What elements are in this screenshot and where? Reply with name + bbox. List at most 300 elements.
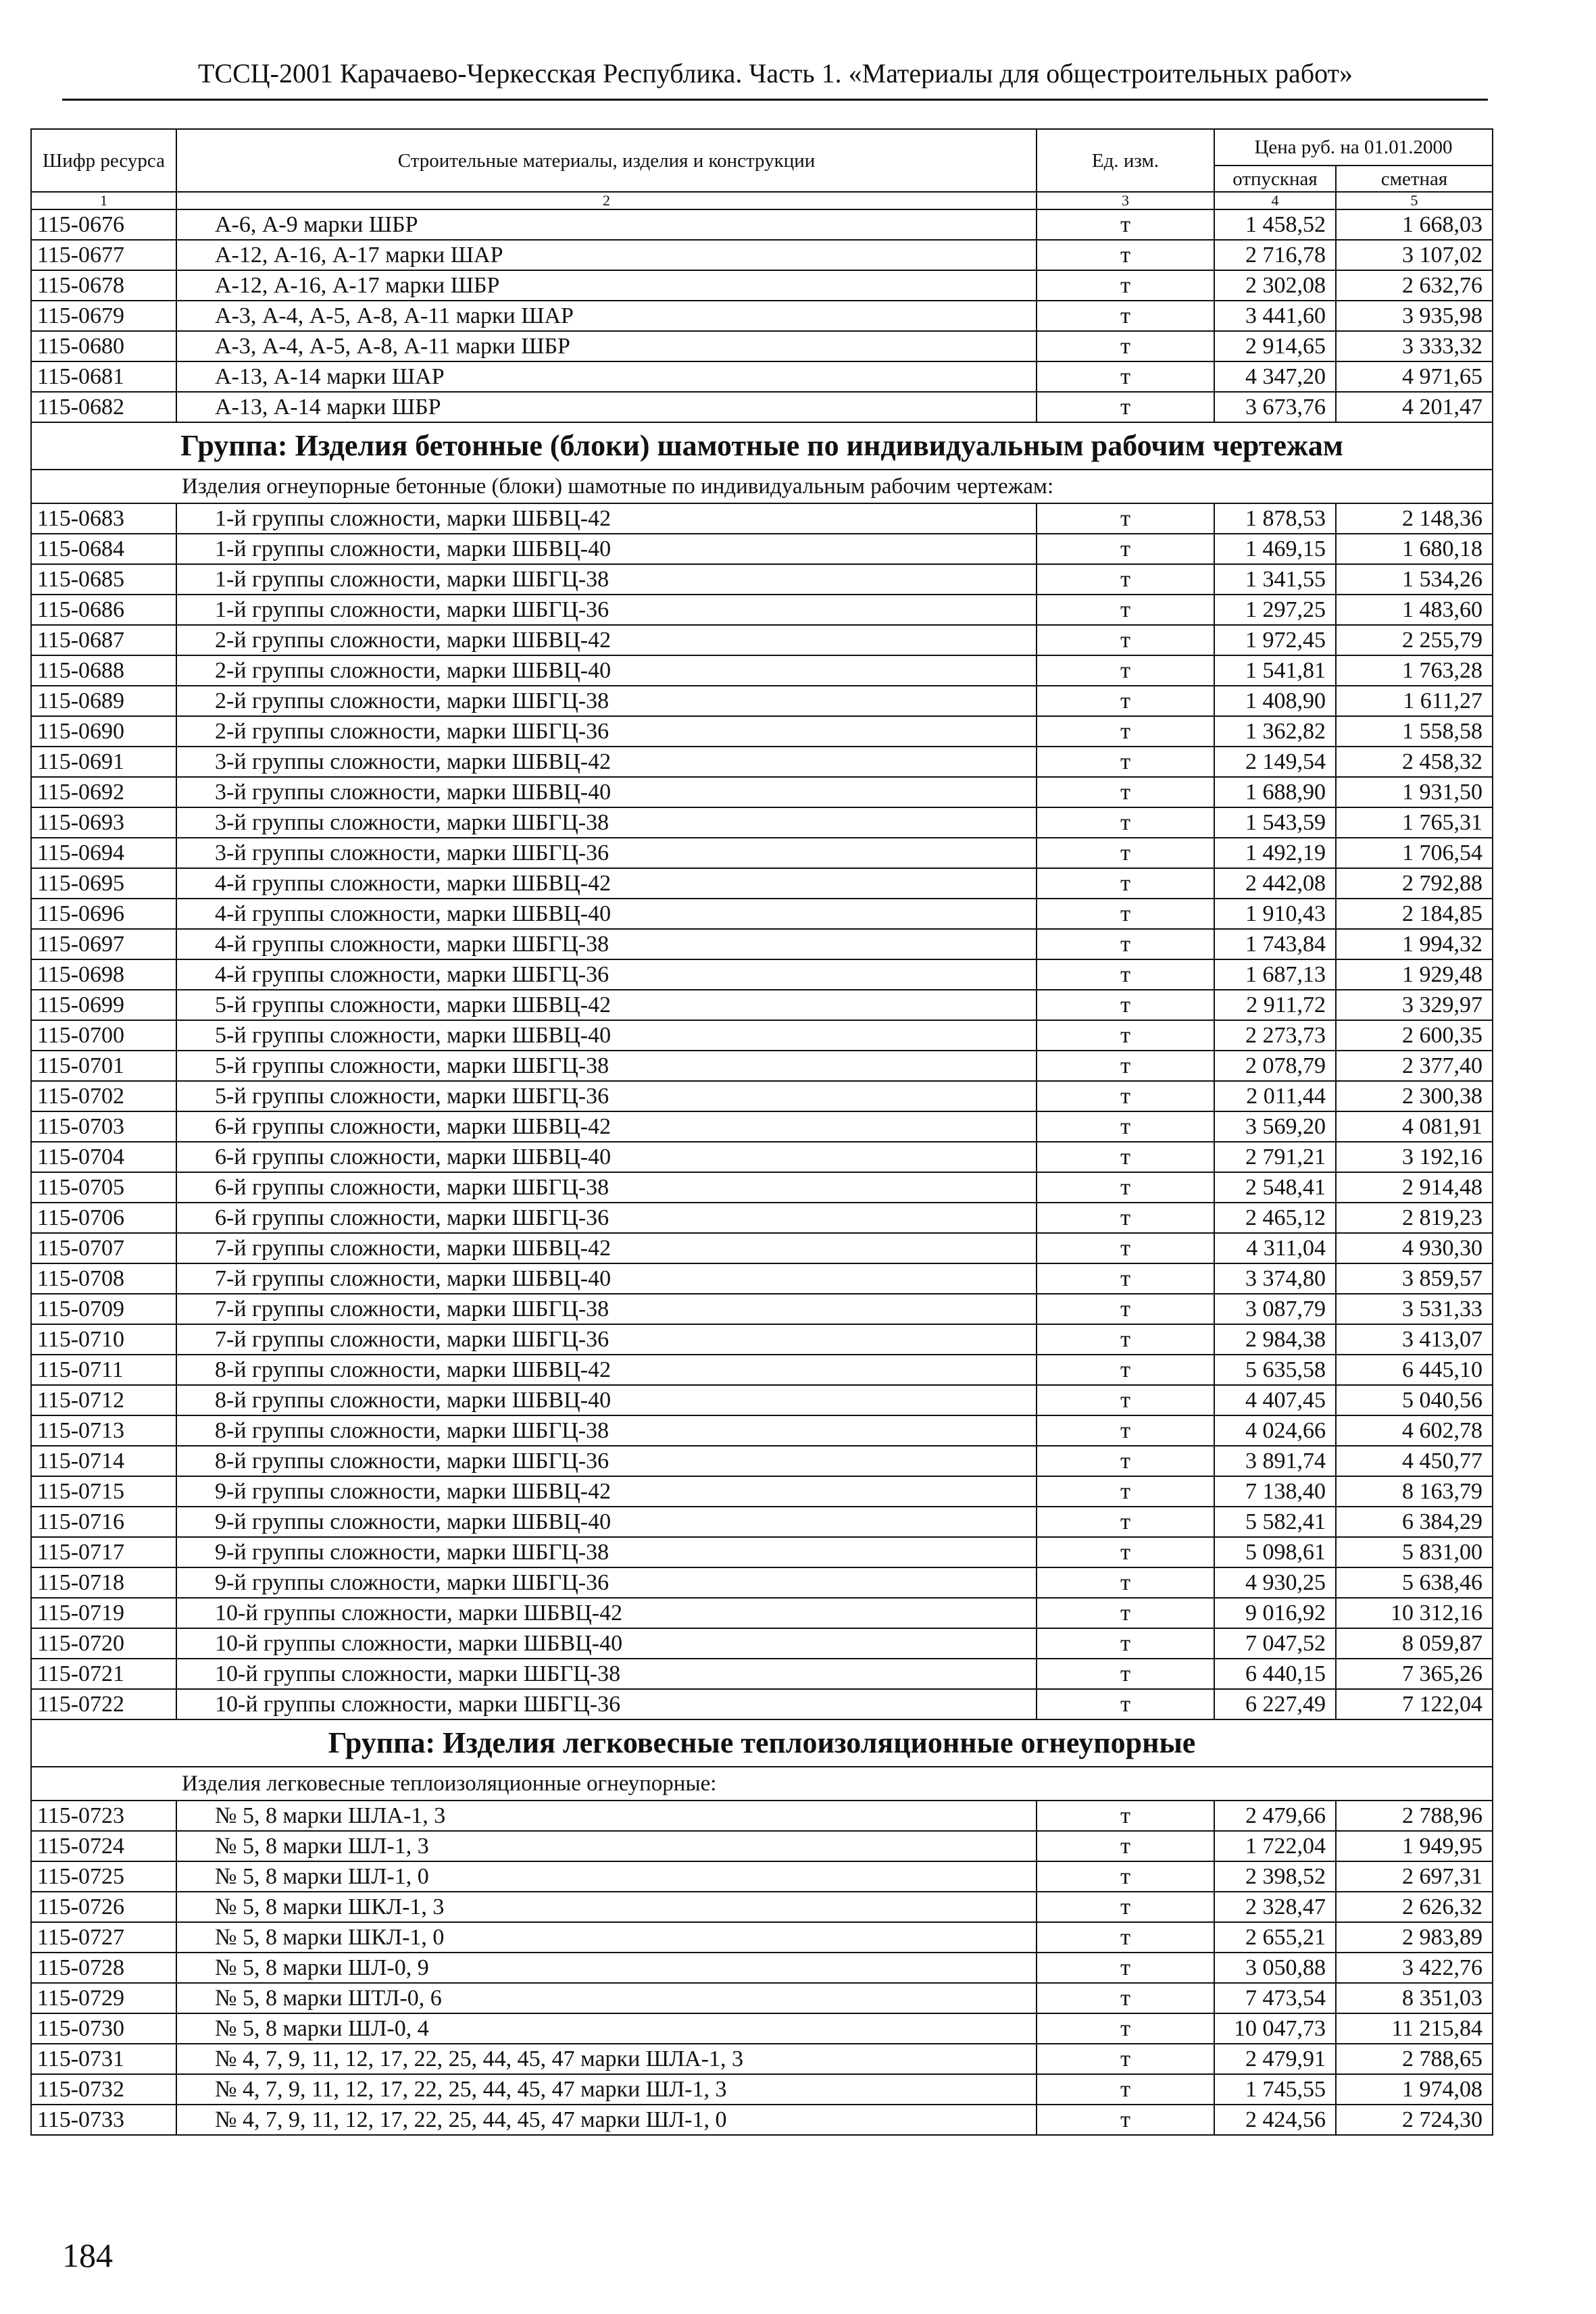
unit: т [1037, 2013, 1214, 2044]
estimate-price: 6 384,29 [1336, 1507, 1493, 1537]
table-row [31, 1507, 1493, 1537]
unit: т [1037, 392, 1214, 422]
release-price: 2 655,21 [1214, 1922, 1336, 1953]
estimate-price: 1 483,60 [1336, 595, 1493, 625]
resource-code: 115-0726 [31, 1892, 176, 1922]
estimate-price: 2 792,88 [1336, 868, 1493, 899]
material-name: 2-й группы сложности, марки ШБВЦ-42 [176, 625, 1037, 655]
table-row [31, 1020, 1493, 1051]
resource-code: 115-0720 [31, 1628, 176, 1659]
unit: т [1037, 1233, 1214, 1263]
material-name: 3-й группы сложности, марки ШБГЦ-36 [176, 838, 1037, 868]
resource-code: 115-0691 [31, 747, 176, 777]
release-price: 2 078,79 [1214, 1051, 1336, 1081]
material-name: 5-й группы сложности, марки ШБВЦ-42 [176, 990, 1037, 1020]
release-price: 3 087,79 [1214, 1294, 1336, 1324]
material-name: 8-й группы сложности, марки ШБВЦ-42 [176, 1355, 1037, 1385]
unit: т [1037, 1324, 1214, 1355]
table-row [31, 534, 1493, 564]
table-row [31, 240, 1493, 270]
release-price: 4 347,20 [1214, 361, 1336, 392]
unit: т [1037, 240, 1214, 270]
material-name: 8-й группы сложности, марки ШБГЦ-38 [176, 1415, 1037, 1446]
header-price-group: Цена руб. на 01.01.2000 [1214, 129, 1493, 166]
unit: т [1037, 899, 1214, 929]
unit: т [1037, 1922, 1214, 1953]
resource-code: 115-0706 [31, 1203, 176, 1233]
resource-code: 115-0710 [31, 1324, 176, 1355]
resource-code: 115-0721 [31, 1659, 176, 1689]
unit: т [1037, 1415, 1214, 1446]
release-price: 4 930,25 [1214, 1567, 1336, 1598]
release-price: 3 441,60 [1214, 301, 1336, 331]
unit: т [1037, 1861, 1214, 1892]
unit: т [1037, 1172, 1214, 1203]
estimate-price: 1 763,28 [1336, 655, 1493, 686]
column-number: 1 [31, 192, 176, 209]
release-price: 1 458,52 [1214, 209, 1336, 240]
resource-code: 115-0711 [31, 1355, 176, 1385]
estimate-price: 4 450,77 [1336, 1446, 1493, 1476]
resource-code: 115-0708 [31, 1263, 176, 1294]
material-name: № 5, 8 марки ШЛ-1, 3 [176, 1831, 1037, 1861]
estimate-price: 5 040,56 [1336, 1385, 1493, 1415]
resource-code: 115-0715 [31, 1476, 176, 1507]
resource-code: 115-0723 [31, 1801, 176, 1831]
unit: т [1037, 1831, 1214, 1861]
release-price: 1 297,25 [1214, 595, 1336, 625]
table-row [31, 868, 1493, 899]
estimate-price: 3 935,98 [1336, 301, 1493, 331]
page-number: 184 [62, 2236, 113, 2274]
resource-code: 115-0695 [31, 868, 176, 899]
estimate-price: 1 929,48 [1336, 959, 1493, 990]
estimate-price: 1 706,54 [1336, 838, 1493, 868]
table-row [31, 1689, 1493, 1719]
material-name: 6-й группы сложности, марки ШБВЦ-42 [176, 1111, 1037, 1142]
resource-code: 115-0689 [31, 686, 176, 716]
group-heading: Группа: Изделия легковесные теплоизоляционные огнеупорные [31, 1719, 1493, 1767]
unit: т [1037, 1598, 1214, 1628]
unit: т [1037, 716, 1214, 747]
table-row [31, 1415, 1493, 1446]
release-price: 1 469,15 [1214, 534, 1336, 564]
release-price: 2 479,66 [1214, 1801, 1336, 1831]
release-price: 1 341,55 [1214, 564, 1336, 595]
unit: т [1037, 2074, 1214, 2105]
release-price: 2 328,47 [1214, 1892, 1336, 1922]
release-price: 2 302,08 [1214, 270, 1336, 301]
table-row [31, 625, 1493, 655]
resource-code: 115-0725 [31, 1861, 176, 1892]
resource-code: 115-0696 [31, 899, 176, 929]
estimate-price: 2 697,31 [1336, 1861, 1493, 1892]
estimate-price: 1 974,08 [1336, 2074, 1493, 2105]
estimate-price: 3 333,32 [1336, 331, 1493, 361]
estimate-price: 2 914,48 [1336, 1172, 1493, 1203]
unit: т [1037, 1567, 1214, 1598]
unit: т [1037, 1355, 1214, 1385]
estimate-price: 3 413,07 [1336, 1324, 1493, 1355]
unit: т [1037, 1081, 1214, 1111]
material-name: А-12, А-16, А-17 марки ШБР [176, 270, 1037, 301]
resource-code: 115-0694 [31, 838, 176, 868]
resource-code: 115-0730 [31, 2013, 176, 2044]
material-name: 9-й группы сложности, марки ШБГЦ-36 [176, 1567, 1037, 1598]
resource-code: 115-0712 [31, 1385, 176, 1415]
table-row [31, 1263, 1493, 1294]
table-row [31, 990, 1493, 1020]
resource-code: 115-0679 [31, 301, 176, 331]
unit: т [1037, 1203, 1214, 1233]
material-name: 1-й группы сложности, марки ШБГЦ-36 [176, 595, 1037, 625]
column-number: 4 [1214, 192, 1336, 209]
estimate-price: 3 531,33 [1336, 1294, 1493, 1324]
estimate-price: 8 059,87 [1336, 1628, 1493, 1659]
release-price: 5 635,58 [1214, 1355, 1336, 1385]
material-name: 10-й группы сложности, марки ШБВЦ-42 [176, 1598, 1037, 1628]
material-name: № 4, 7, 9, 11, 12, 17, 22, 25, 44, 45, 47 марки ШЛА-1, 3 [176, 2044, 1037, 2074]
material-name: 6-й группы сложности, марки ШБГЦ-36 [176, 1203, 1037, 1233]
release-price: 1 745,55 [1214, 2074, 1336, 2105]
estimate-price: 4 602,78 [1336, 1415, 1493, 1446]
release-price: 7 138,40 [1214, 1476, 1336, 1507]
release-price: 2 479,91 [1214, 2044, 1336, 2074]
release-price: 6 440,15 [1214, 1659, 1336, 1689]
release-price: 1 541,81 [1214, 655, 1336, 686]
material-name: 4-й группы сложности, марки ШБГЦ-38 [176, 929, 1037, 959]
estimate-price: 2 184,85 [1336, 899, 1493, 929]
header-code: Шифр ресурса [31, 129, 176, 192]
table-row [31, 1922, 1493, 1953]
estimate-price: 2 626,32 [1336, 1892, 1493, 1922]
resource-code: 115-0709 [31, 1294, 176, 1324]
unit: т [1037, 534, 1214, 564]
release-price: 10 047,73 [1214, 2013, 1336, 2044]
unit: т [1037, 625, 1214, 655]
price-table [30, 128, 1493, 2136]
table-row [31, 503, 1493, 534]
estimate-price: 2 788,96 [1336, 1801, 1493, 1831]
unit: т [1037, 838, 1214, 868]
table-row [31, 686, 1493, 716]
column-number-row [31, 192, 1493, 209]
release-price: 7 473,54 [1214, 1983, 1336, 2013]
unit: т [1037, 1659, 1214, 1689]
table-row [31, 1953, 1493, 1983]
resource-code: 115-0684 [31, 534, 176, 564]
estimate-price: 2 819,23 [1336, 1203, 1493, 1233]
column-number: 3 [1037, 192, 1214, 209]
estimate-price: 4 971,65 [1336, 361, 1493, 392]
release-price: 1 910,43 [1214, 899, 1336, 929]
release-price: 1 543,59 [1214, 807, 1336, 838]
release-price: 2 791,21 [1214, 1142, 1336, 1172]
release-price: 2 424,56 [1214, 2105, 1336, 2135]
material-name: 1-й группы сложности, марки ШБГЦ-38 [176, 564, 1037, 595]
unit: т [1037, 2105, 1214, 2135]
release-price: 4 407,45 [1214, 1385, 1336, 1415]
release-price: 1 492,19 [1214, 838, 1336, 868]
resource-code: 115-0713 [31, 1415, 176, 1446]
material-name: 8-й группы сложности, марки ШБВЦ-40 [176, 1385, 1037, 1415]
header-name: Строительные материалы, изделия и конструкции [176, 129, 1037, 192]
estimate-price: 3 192,16 [1336, 1142, 1493, 1172]
estimate-price: 4 930,30 [1336, 1233, 1493, 1263]
material-name: А-13, А-14 марки ШАР [176, 361, 1037, 392]
release-price: 1 408,90 [1214, 686, 1336, 716]
table-row [31, 1831, 1493, 1861]
table-row [31, 1324, 1493, 1355]
header-rule [62, 99, 1488, 101]
material-name: 5-й группы сложности, марки ШБГЦ-38 [176, 1051, 1037, 1081]
estimate-price: 2 148,36 [1336, 503, 1493, 534]
table-row [31, 1385, 1493, 1415]
estimate-price: 2 600,35 [1336, 1020, 1493, 1051]
resource-code: 115-0690 [31, 716, 176, 747]
resource-code: 115-0683 [31, 503, 176, 534]
unit: т [1037, 959, 1214, 990]
table-row [31, 392, 1493, 422]
unit: т [1037, 1446, 1214, 1476]
resource-code: 115-0681 [31, 361, 176, 392]
estimate-price: 7 122,04 [1336, 1689, 1493, 1719]
release-price: 2 465,12 [1214, 1203, 1336, 1233]
material-name: 4-й группы сложности, марки ШБГЦ-36 [176, 959, 1037, 990]
material-name: 4-й группы сложности, марки ШБВЦ-40 [176, 899, 1037, 929]
estimate-price: 4 081,91 [1336, 1111, 1493, 1142]
table-row [31, 1861, 1493, 1892]
material-name: А-12, А-16, А-17 марки ШАР [176, 240, 1037, 270]
release-price: 3 891,74 [1214, 1446, 1336, 1476]
table-row [31, 331, 1493, 361]
estimate-price: 3 422,76 [1336, 1953, 1493, 1983]
unit: т [1037, 990, 1214, 1020]
material-name: № 5, 8 марки ШКЛ-1, 3 [176, 1892, 1037, 1922]
table-row [31, 1598, 1493, 1628]
unit: т [1037, 503, 1214, 534]
material-name: А-3, А-4, А-5, А-8, А-11 марки ШБР [176, 331, 1037, 361]
unit: т [1037, 1537, 1214, 1567]
unit: т [1037, 1142, 1214, 1172]
column-number: 2 [176, 192, 1037, 209]
estimate-price: 1 949,95 [1336, 1831, 1493, 1861]
resource-code: 115-0686 [31, 595, 176, 625]
resource-code: 115-0697 [31, 929, 176, 959]
table-row [31, 716, 1493, 747]
unit: т [1037, 1111, 1214, 1142]
unit: т [1037, 331, 1214, 361]
table-row [31, 361, 1493, 392]
material-name: 7-й группы сложности, марки ШБГЦ-38 [176, 1294, 1037, 1324]
material-name: 10-й группы сложности, марки ШБГЦ-38 [176, 1659, 1037, 1689]
unit: т [1037, 1892, 1214, 1922]
resource-code: 115-0680 [31, 331, 176, 361]
material-name: № 4, 7, 9, 11, 12, 17, 22, 25, 44, 45, 47 марки ШЛ-1, 3 [176, 2074, 1037, 2105]
material-name: 9-й группы сложности, марки ШБВЦ-42 [176, 1476, 1037, 1507]
unit: т [1037, 807, 1214, 838]
unit: т [1037, 564, 1214, 595]
estimate-price: 1 931,50 [1336, 777, 1493, 807]
table-row [31, 1628, 1493, 1659]
unit: т [1037, 2044, 1214, 2074]
estimate-price: 2 724,30 [1336, 2105, 1493, 2135]
material-name: 5-й группы сложности, марки ШБГЦ-36 [176, 1081, 1037, 1111]
header-unit: Ед. изм. [1037, 129, 1214, 192]
resource-code: 115-0705 [31, 1172, 176, 1203]
estimate-price: 8 163,79 [1336, 1476, 1493, 1507]
material-name: 2-й группы сложности, марки ШБГЦ-36 [176, 716, 1037, 747]
estimate-price: 2 632,76 [1336, 270, 1493, 301]
resource-code: 115-0718 [31, 1567, 176, 1598]
table-row [31, 1172, 1493, 1203]
estimate-price: 2 983,89 [1336, 1922, 1493, 1953]
estimate-price: 7 365,26 [1336, 1659, 1493, 1689]
release-price: 1 722,04 [1214, 1831, 1336, 1861]
estimate-price: 5 831,00 [1336, 1537, 1493, 1567]
resource-code: 115-0704 [31, 1142, 176, 1172]
estimate-price: 5 638,46 [1336, 1567, 1493, 1598]
material-name: № 5, 8 марки ШКЛ-1, 0 [176, 1922, 1037, 1953]
unit: т [1037, 595, 1214, 625]
material-name: 3-й группы сложности, марки ШБВЦ-42 [176, 747, 1037, 777]
material-name: 10-й группы сложности, марки ШБВЦ-40 [176, 1628, 1037, 1659]
material-name: № 5, 8 марки ШЛ-1, 0 [176, 1861, 1037, 1892]
material-name: № 5, 8 марки ШЛА-1, 3 [176, 1801, 1037, 1831]
estimate-price: 2 255,79 [1336, 625, 1493, 655]
header-estimate-price: сметная [1336, 166, 1493, 192]
table-row [31, 2044, 1493, 2074]
table-row [31, 1081, 1493, 1111]
table-row [31, 777, 1493, 807]
material-name: 3-й группы сложности, марки ШБГЦ-38 [176, 807, 1037, 838]
release-price: 1 878,53 [1214, 503, 1336, 534]
table-row [31, 1567, 1493, 1598]
unit: т [1037, 1628, 1214, 1659]
estimate-price: 3 107,02 [1336, 240, 1493, 270]
material-name: 9-й группы сложности, марки ШБГЦ-38 [176, 1537, 1037, 1567]
unit: т [1037, 1051, 1214, 1081]
unit: т [1037, 1263, 1214, 1294]
table-row [31, 301, 1493, 331]
release-price: 3 374,80 [1214, 1263, 1336, 1294]
material-name: 10-й группы сложности, марки ШБГЦ-36 [176, 1689, 1037, 1719]
table-row [31, 1051, 1493, 1081]
table-row [31, 747, 1493, 777]
estimate-price: 1 611,27 [1336, 686, 1493, 716]
material-name: 6-й группы сложности, марки ШБВЦ-40 [176, 1142, 1037, 1172]
material-name: 4-й группы сложности, марки ШБВЦ-42 [176, 868, 1037, 899]
header-release-price: отпускная [1214, 166, 1336, 192]
release-price: 4 024,66 [1214, 1415, 1336, 1446]
table-row [31, 1892, 1493, 1922]
release-price: 4 311,04 [1214, 1233, 1336, 1263]
release-price: 5 098,61 [1214, 1537, 1336, 1567]
unit: т [1037, 747, 1214, 777]
unit: т [1037, 1953, 1214, 1983]
table-row [31, 1355, 1493, 1385]
unit: т [1037, 1507, 1214, 1537]
material-name: 2-й группы сложности, марки ШБГЦ-38 [176, 686, 1037, 716]
unit: т [1037, 686, 1214, 716]
material-name: № 5, 8 марки ШТЛ-0, 6 [176, 1983, 1037, 2013]
resource-code: 115-0678 [31, 270, 176, 301]
resource-code: 115-0703 [31, 1111, 176, 1142]
resource-code: 115-0698 [31, 959, 176, 990]
resource-code: 115-0724 [31, 1831, 176, 1861]
unit: т [1037, 1801, 1214, 1831]
unit: т [1037, 1689, 1214, 1719]
material-name: 6-й группы сложности, марки ШБГЦ-38 [176, 1172, 1037, 1203]
column-number: 5 [1336, 192, 1493, 209]
material-name: № 4, 7, 9, 11, 12, 17, 22, 25, 44, 45, 47 марки ШЛ-1, 0 [176, 2105, 1037, 2135]
estimate-price: 3 859,57 [1336, 1263, 1493, 1294]
table-row [31, 1659, 1493, 1689]
resource-code: 115-0731 [31, 2044, 176, 2074]
resource-code: 115-0732 [31, 2074, 176, 2105]
group-heading-row [31, 1719, 1493, 1767]
release-price: 3 673,76 [1214, 392, 1336, 422]
table-row [31, 1142, 1493, 1172]
estimate-price: 2 377,40 [1336, 1051, 1493, 1081]
table-row [31, 807, 1493, 838]
material-name: А-6, А-9 марки ШБР [176, 209, 1037, 240]
estimate-price: 10 312,16 [1336, 1598, 1493, 1628]
resource-code: 115-0701 [31, 1051, 176, 1081]
estimate-price: 6 445,10 [1336, 1355, 1493, 1385]
table-row [31, 2105, 1493, 2135]
unit: т [1037, 1294, 1214, 1324]
price-table-body [31, 129, 1493, 2135]
resource-code: 115-0727 [31, 1922, 176, 1953]
material-name: 5-й группы сложности, марки ШБВЦ-40 [176, 1020, 1037, 1051]
resource-code: 115-0688 [31, 655, 176, 686]
estimate-price: 1 558,58 [1336, 716, 1493, 747]
release-price: 2 398,52 [1214, 1861, 1336, 1892]
resource-code: 115-0719 [31, 1598, 176, 1628]
unit: т [1037, 868, 1214, 899]
resource-code: 115-0722 [31, 1689, 176, 1719]
resource-code: 115-0717 [31, 1537, 176, 1567]
release-price: 3 050,88 [1214, 1953, 1336, 1983]
unit: т [1037, 655, 1214, 686]
resource-code: 115-0676 [31, 209, 176, 240]
estimate-price: 4 201,47 [1336, 392, 1493, 422]
estimate-price: 2 300,38 [1336, 1081, 1493, 1111]
table-row [31, 899, 1493, 929]
unit: т [1037, 270, 1214, 301]
material-name: 8-й группы сложности, марки ШБГЦ-36 [176, 1446, 1037, 1476]
release-price: 1 362,82 [1214, 716, 1336, 747]
table-row [31, 209, 1493, 240]
release-price: 1 687,13 [1214, 959, 1336, 990]
estimate-price: 1 680,18 [1336, 534, 1493, 564]
release-price: 2 548,41 [1214, 1172, 1336, 1203]
unit: т [1037, 1385, 1214, 1415]
material-name: № 5, 8 марки ШЛ-0, 9 [176, 1953, 1037, 1983]
table-row [31, 929, 1493, 959]
release-price: 2 716,78 [1214, 240, 1336, 270]
release-price: 2 273,73 [1214, 1020, 1336, 1051]
unit: т [1037, 777, 1214, 807]
unit: т [1037, 1983, 1214, 2013]
resource-code: 115-0699 [31, 990, 176, 1020]
release-price: 2 911,72 [1214, 990, 1336, 1020]
material-name: 3-й группы сложности, марки ШБВЦ-40 [176, 777, 1037, 807]
material-name: 2-й группы сложности, марки ШБВЦ-40 [176, 655, 1037, 686]
unit: т [1037, 1476, 1214, 1507]
material-name: 7-й группы сложности, марки ШБГЦ-36 [176, 1324, 1037, 1355]
